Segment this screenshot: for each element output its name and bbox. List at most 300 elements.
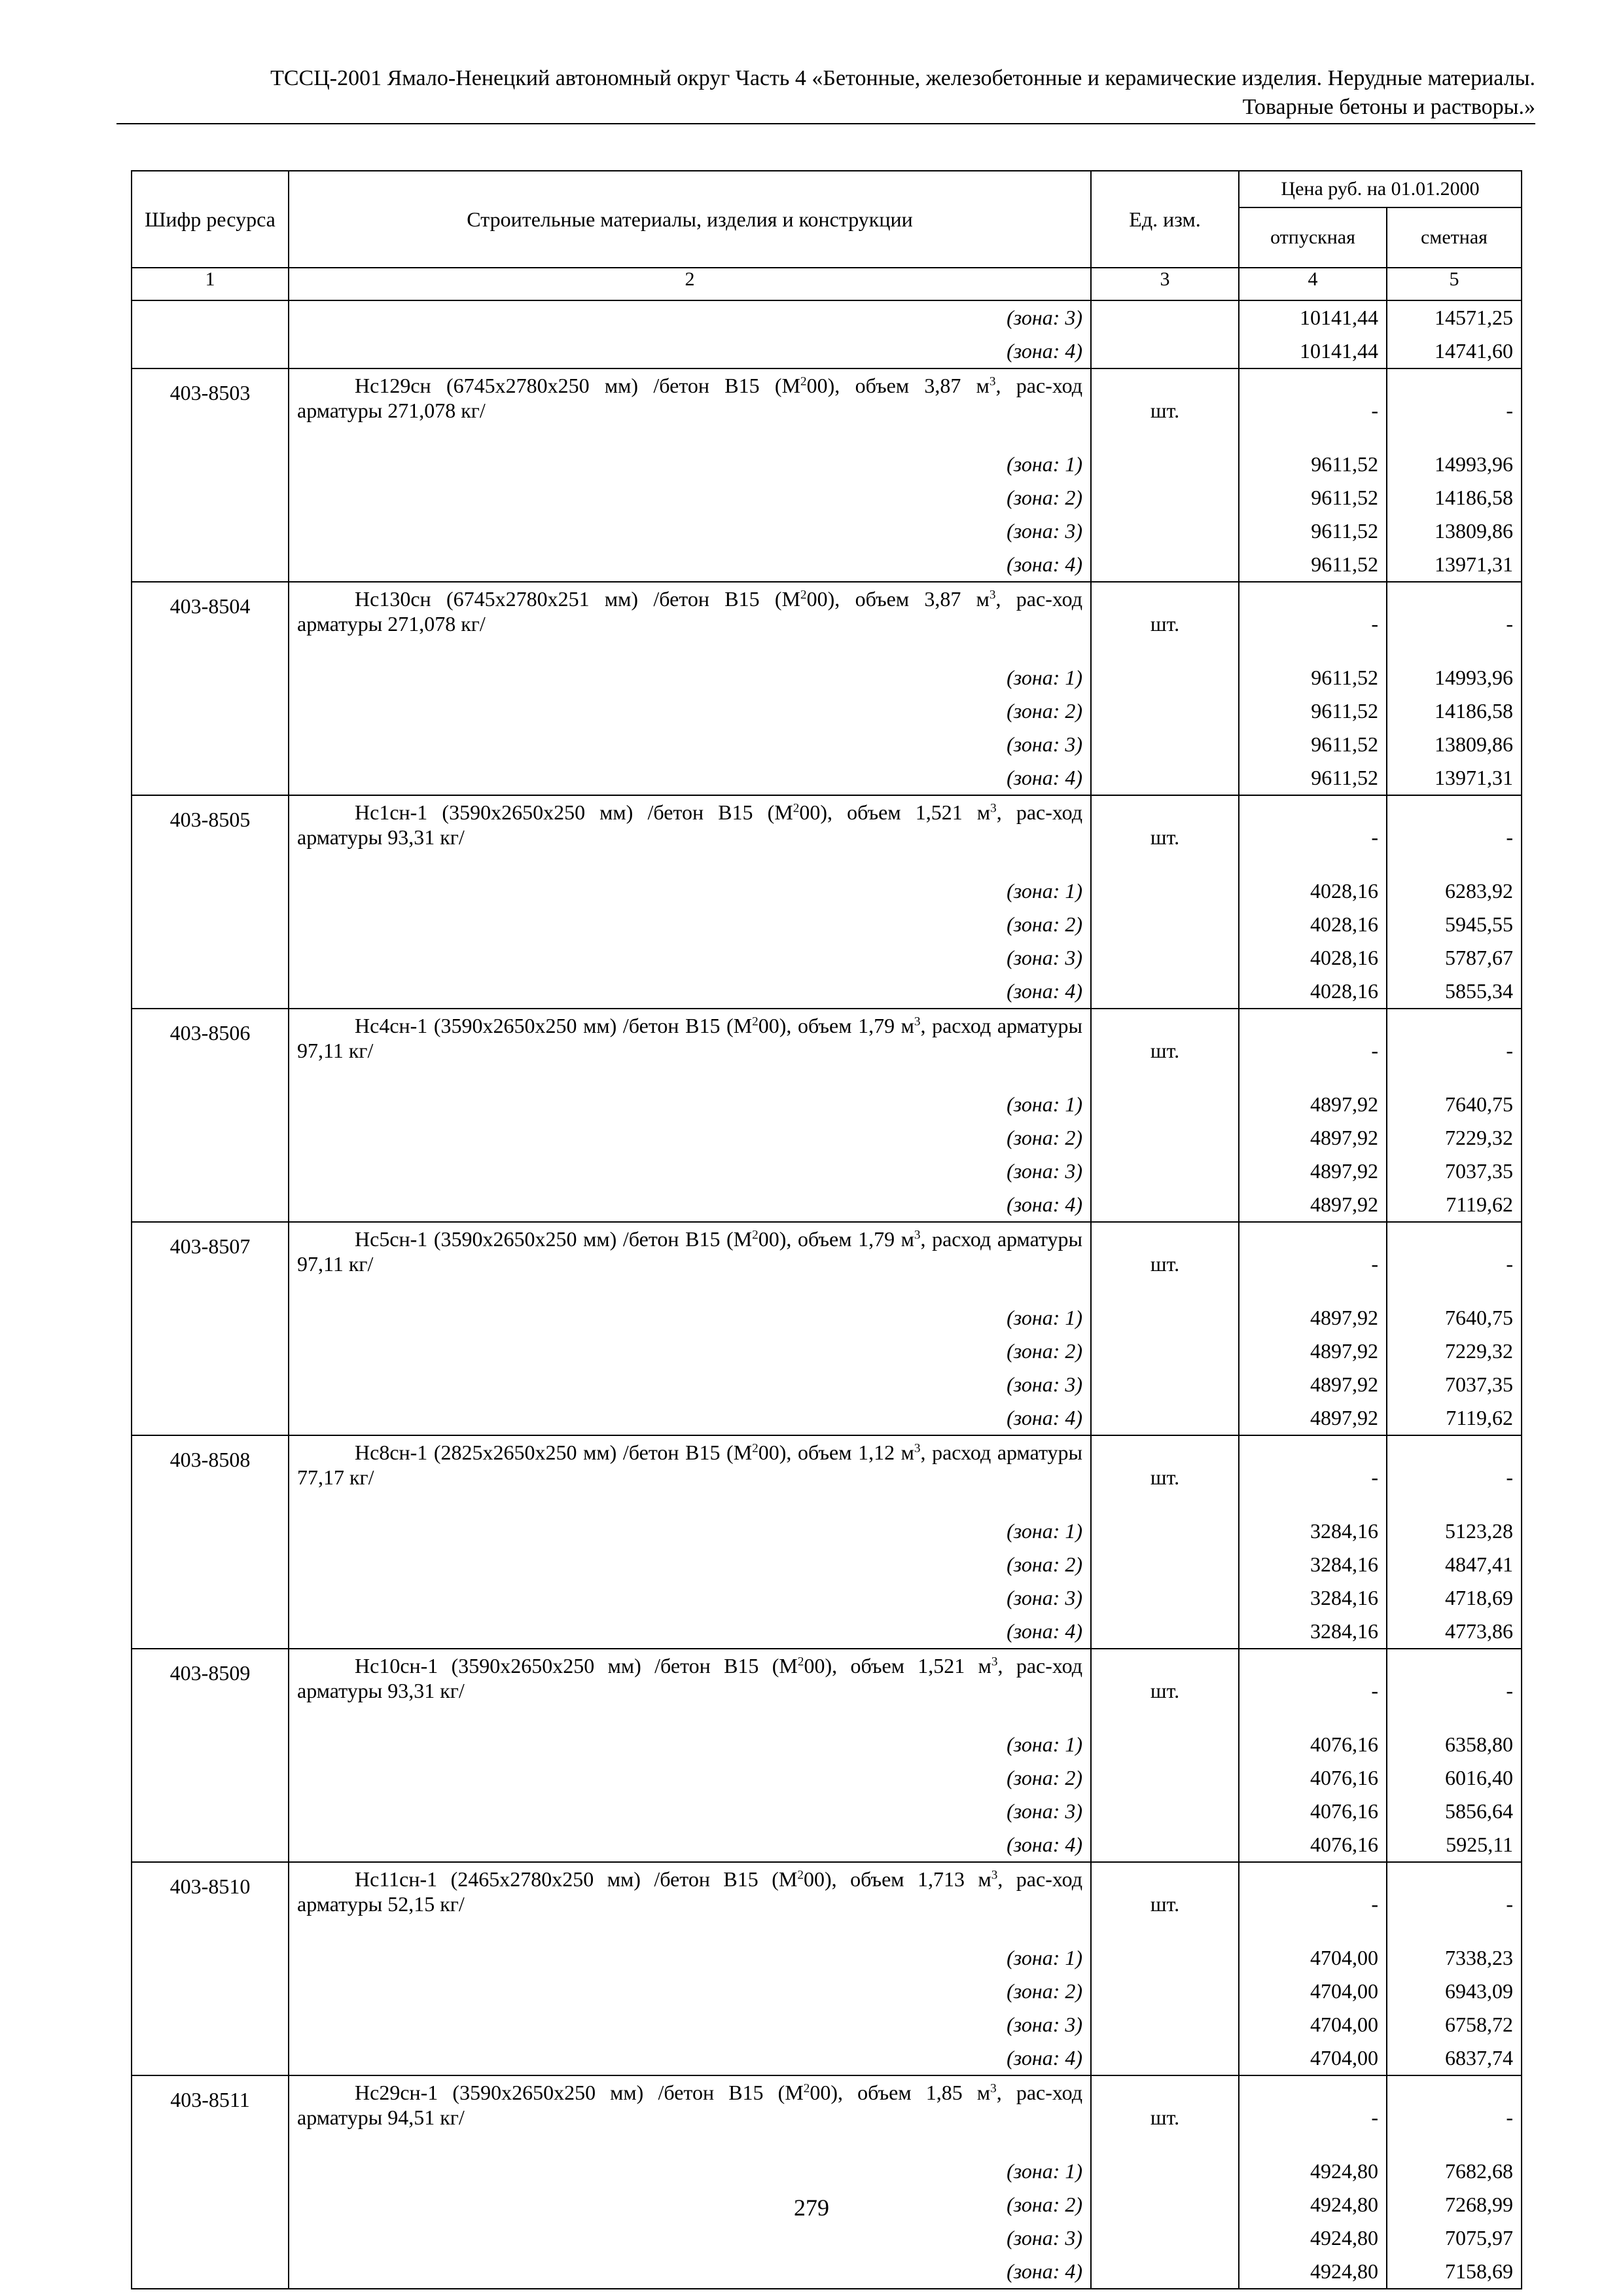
zone-row (132, 1155, 1522, 1188)
estimate-price: 5925,11 (1387, 1828, 1522, 1862)
description-text: 00), объем 1,521 м (804, 1654, 991, 1677)
zone-row (132, 1761, 1522, 1795)
zone-row (132, 548, 1522, 582)
description-text: Нс5сн-1 (3590х2650х250 мм) /бетон В15 (М (355, 1227, 753, 1251)
superscript: 2 (797, 1868, 804, 1882)
release-price: 4897,92 (1239, 1401, 1387, 1435)
estimate-price: 6758,72 (1387, 2008, 1522, 2041)
item-row (132, 582, 1522, 661)
empty-unit-cell (1091, 1401, 1239, 1435)
empty-code-cell (132, 1301, 289, 1335)
zone-label: (зона: 1) (289, 1301, 1091, 1335)
superscript: 2 (800, 374, 807, 389)
zone-label: (зона: 2) (289, 1975, 1091, 2008)
empty-unit-cell (1091, 661, 1239, 694)
description-text: 00), объем 1,85 м (810, 2081, 991, 2104)
release-price: 3284,16 (1239, 1615, 1387, 1649)
zone-row (132, 334, 1522, 368)
zone-row (132, 448, 1522, 481)
superscript: 3 (914, 1228, 921, 1242)
release-price: 4924,80 (1239, 2255, 1387, 2289)
zone-row (132, 2008, 1522, 2041)
empty-unit-cell (1091, 1581, 1239, 1615)
col-header-name: Строительные материалы, изделия и конструкции (289, 171, 1091, 268)
description-text: Нс10сн-1 (3590х2650х250 мм) /бетон В15 (М (355, 1654, 798, 1677)
description-text: Нс129сн (6745х2780х250 мм) /бетон В15 (М (355, 374, 801, 397)
zone-label: (зона: 2) (289, 1761, 1091, 1795)
release-price: 10141,44 (1239, 300, 1387, 334)
zone-row (132, 1941, 1522, 1975)
empty-code-cell (132, 2255, 289, 2289)
empty-code-cell (132, 514, 289, 548)
resource-code: 403-8506 (132, 1009, 289, 1088)
zone-row (132, 2221, 1522, 2255)
empty-unit-cell (1091, 1188, 1239, 1222)
description-text: 00), объем 1,713 м (803, 1867, 991, 1891)
zone-label: (зона: 3) (289, 1155, 1091, 1188)
empty-unit-cell (1091, 2255, 1239, 2289)
release-price: 4704,00 (1239, 1941, 1387, 1975)
zone-label: (зона: 1) (289, 1515, 1091, 1548)
zone-label: (зона: 4) (289, 975, 1091, 1009)
zone-label: (зона: 3) (289, 1368, 1091, 1401)
superscript: 2 (797, 1655, 804, 1669)
empty-code-cell (132, 1188, 289, 1222)
table-body (132, 300, 1522, 2289)
empty-code-cell (132, 1548, 289, 1581)
estimate-price: 7119,62 (1387, 1401, 1522, 1435)
estimate-price: 7268,99 (1387, 2188, 1522, 2221)
zone-row (132, 1728, 1522, 1761)
empty-unit-cell (1091, 2041, 1239, 2075)
description-text: , расход арматуры 97,11 кг/ (297, 1014, 1083, 1062)
header-rule (116, 123, 1535, 124)
release-price: 9611,52 (1239, 514, 1387, 548)
release-price: 4924,80 (1239, 2221, 1387, 2255)
zone-label: (зона: 3) (289, 941, 1091, 975)
estimate-price: 4773,86 (1387, 1615, 1522, 1649)
zone-row (132, 2255, 1522, 2289)
estimate-price: 14993,96 (1387, 448, 1522, 481)
col-header-price-group: Цена руб. на 01.01.2000 (1239, 171, 1522, 207)
empty-unit-cell (1091, 1828, 1239, 1862)
estimate-price: 5787,67 (1387, 941, 1522, 975)
empty-code-cell (132, 1088, 289, 1121)
resource-code: 403-8504 (132, 582, 289, 661)
empty-unit-cell (1091, 514, 1239, 548)
description-text: Нс4сн-1 (3590х2650х250 мм) /бетон В15 (М (355, 1014, 753, 1037)
empty-unit-cell (1091, 1795, 1239, 1828)
item-description (289, 795, 1091, 874)
item-row (132, 1435, 1522, 1515)
release-price: 4897,92 (1239, 1155, 1387, 1188)
zone-row (132, 481, 1522, 514)
description-text: 00), объем 1,79 м (758, 1014, 914, 1037)
superscript: 2 (752, 1441, 758, 1456)
estimate-price: 14993,96 (1387, 661, 1522, 694)
release-price: 4028,16 (1239, 975, 1387, 1009)
zone-row (132, 1975, 1522, 2008)
release-price: 4028,16 (1239, 874, 1387, 908)
estimate-price: 7338,23 (1387, 1941, 1522, 1975)
zone-label: (зона: 2) (289, 694, 1091, 728)
release-price: - (1239, 2075, 1387, 2155)
estimate-price: 13809,86 (1387, 728, 1522, 761)
item-description (289, 368, 1091, 448)
zone-row (132, 1188, 1522, 1222)
zone-label: (зона: 2) (289, 1548, 1091, 1581)
empty-code-cell (132, 1795, 289, 1828)
estimate-price: - (1387, 582, 1522, 661)
superscript: 3 (989, 588, 996, 602)
estimate-price: 14571,25 (1387, 300, 1522, 334)
superscript: 3 (990, 2081, 997, 2096)
empty-unit-cell (1091, 300, 1239, 334)
zone-row (132, 1795, 1522, 1828)
unit-of-measure: шт. (1091, 1435, 1239, 1515)
description-text: Нс29сн-1 (3590х2650х250 мм) /бетон В15 (М (355, 2081, 804, 2104)
col-header-code: Шифр ресурса (132, 171, 289, 268)
release-price: 4897,92 (1239, 1335, 1387, 1368)
release-price: 4704,00 (1239, 2008, 1387, 2041)
release-price: 9611,52 (1239, 761, 1387, 795)
zone-row (132, 661, 1522, 694)
empty-unit-cell (1091, 1975, 1239, 2008)
zone-label: (зона: 4) (289, 2041, 1091, 2075)
estimate-price: 6943,09 (1387, 1975, 1522, 2008)
release-price: 4897,92 (1239, 1301, 1387, 1335)
zone-row (132, 908, 1522, 941)
unit-of-measure: шт. (1091, 1649, 1239, 1728)
zone-row (132, 1581, 1522, 1615)
header-line-2: Товарные бетоны и растворы.» (1242, 95, 1535, 119)
estimate-price: 4847,41 (1387, 1548, 1522, 1581)
description-text: Нс130сн (6745х2780х251 мм) /бетон В15 (М (355, 587, 801, 611)
superscript: 3 (991, 1868, 998, 1882)
empty-code-cell (132, 941, 289, 975)
empty-unit-cell (1091, 941, 1239, 975)
column-number: 2 (289, 268, 1091, 300)
estimate-price: - (1387, 1009, 1522, 1088)
superscript: 3 (991, 1655, 998, 1669)
empty-code-cell (132, 1828, 289, 1862)
superscript: 3 (990, 801, 997, 816)
zone-label: (зона: 2) (289, 1335, 1091, 1368)
header-line-1: ТССЦ-2001 Ямало-Ненецкий автономный округ Часть 4 «Бетонные, железобетонные и керамические изделия. Нерудные материалы. (270, 66, 1535, 90)
release-price: - (1239, 368, 1387, 448)
empty-code-cell (132, 548, 289, 582)
zone-row (132, 2155, 1522, 2188)
superscript: 2 (793, 801, 800, 816)
resource-code: 403-8509 (132, 1649, 289, 1728)
empty-unit-cell (1091, 728, 1239, 761)
empty-unit-cell (1091, 908, 1239, 941)
zone-label: (зона: 4) (289, 1615, 1091, 1649)
zone-row (132, 728, 1522, 761)
release-price: - (1239, 1009, 1387, 1088)
description-text: , расход арматуры 77,17 кг/ (297, 1441, 1083, 1489)
description-text: , рас-ход арматуры 94,51 кг/ (297, 2081, 1083, 2129)
resource-code: 403-8511 (132, 2075, 289, 2155)
empty-unit-cell (1091, 1155, 1239, 1188)
item-description (289, 1649, 1091, 1728)
zone-row (132, 1615, 1522, 1649)
description-text: 00), объем 3,87 м (806, 374, 990, 397)
estimate-price: 7037,35 (1387, 1155, 1522, 1188)
item-row (132, 1222, 1522, 1301)
empty-code-cell (132, 1121, 289, 1155)
zone-label: (зона: 4) (289, 548, 1091, 582)
empty-unit-cell (1091, 1515, 1239, 1548)
estimate-price: 7229,32 (1387, 1335, 1522, 1368)
zone-row (132, 761, 1522, 795)
item-description (289, 2075, 1091, 2155)
empty-code-cell (132, 448, 289, 481)
superscript: 2 (752, 1014, 758, 1029)
column-number: 3 (1091, 268, 1239, 300)
item-row (132, 1009, 1522, 1088)
resource-code: 403-8508 (132, 1435, 289, 1515)
zone-row (132, 300, 1522, 334)
empty-code-cell (132, 1368, 289, 1401)
estimate-price: - (1387, 368, 1522, 448)
empty-unit-cell (1091, 761, 1239, 795)
resource-code: 403-8510 (132, 1862, 289, 1941)
resource-code: 403-8505 (132, 795, 289, 874)
release-price: 4704,00 (1239, 1975, 1387, 2008)
zone-row (132, 694, 1522, 728)
release-price: 9611,52 (1239, 728, 1387, 761)
column-number: 4 (1239, 268, 1387, 300)
description-text: 00), объем 1,12 м (758, 1441, 914, 1464)
zone-label: (зона: 1) (289, 1728, 1091, 1761)
description-text: 00), объем 3,87 м (806, 587, 990, 611)
zone-row (132, 1548, 1522, 1581)
release-price: 4704,00 (1239, 2041, 1387, 2075)
empty-unit-cell (1091, 548, 1239, 582)
empty-unit-cell (1091, 1728, 1239, 1761)
estimate-price: 6837,74 (1387, 2041, 1522, 2075)
release-price: 9611,52 (1239, 448, 1387, 481)
estimate-price: - (1387, 1649, 1522, 1728)
item-description (289, 1009, 1091, 1088)
empty-unit-cell (1091, 1368, 1239, 1401)
unit-of-measure: шт. (1091, 1009, 1239, 1088)
zone-row (132, 1515, 1522, 1548)
release-price: - (1239, 1649, 1387, 1728)
item-row (132, 2075, 1522, 2155)
zone-label: (зона: 1) (289, 1088, 1091, 1121)
release-price: - (1239, 582, 1387, 661)
zone-label: (зона: 4) (289, 334, 1091, 368)
estimate-price: 13971,31 (1387, 548, 1522, 582)
empty-code-cell (132, 1335, 289, 1368)
page-header (116, 64, 1535, 122)
zone-row (132, 514, 1522, 548)
zone-label: (зона: 4) (289, 1401, 1091, 1435)
estimate-price: 14186,58 (1387, 694, 1522, 728)
zone-label: (зона: 4) (289, 1188, 1091, 1222)
zone-row (132, 941, 1522, 975)
description-text: 00), объем 1,521 м (799, 800, 991, 824)
zone-label: (зона: 4) (289, 1828, 1091, 1862)
zone-label: (зона: 3) (289, 514, 1091, 548)
empty-code-cell (132, 300, 289, 334)
release-price: - (1239, 795, 1387, 874)
description-text: , расход арматуры 97,11 кг/ (297, 1227, 1083, 1276)
zone-label: (зона: 1) (289, 448, 1091, 481)
item-row (132, 368, 1522, 448)
zone-row (132, 874, 1522, 908)
column-number: 5 (1387, 268, 1522, 300)
empty-code-cell (132, 1515, 289, 1548)
empty-unit-cell (1091, 1301, 1239, 1335)
zone-label: (зона: 1) (289, 661, 1091, 694)
empty-unit-cell (1091, 2155, 1239, 2188)
estimate-price: 6283,92 (1387, 874, 1522, 908)
estimate-price: 7640,75 (1387, 1088, 1522, 1121)
release-price: 4028,16 (1239, 908, 1387, 941)
zone-row (132, 1121, 1522, 1155)
description-text: , рас-ход арматуры 271,078 кг/ (297, 587, 1082, 636)
release-price: 4076,16 (1239, 1795, 1387, 1828)
superscript: 3 (914, 1441, 921, 1456)
estimate-price: 7640,75 (1387, 1301, 1522, 1335)
estimate-price: 14186,58 (1387, 481, 1522, 514)
empty-code-cell (132, 975, 289, 1009)
empty-code-cell (132, 2155, 289, 2188)
release-price: 4924,80 (1239, 2155, 1387, 2188)
release-price: 4897,92 (1239, 1121, 1387, 1155)
release-price: 10141,44 (1239, 334, 1387, 368)
empty-code-cell (132, 874, 289, 908)
col-header-estimate: сметная (1387, 207, 1522, 268)
zone-row (132, 1828, 1522, 1862)
release-price: 9611,52 (1239, 481, 1387, 514)
zone-label: (зона: 3) (289, 2221, 1091, 2255)
column-number-row (132, 268, 1522, 300)
zone-label: (зона: 3) (289, 728, 1091, 761)
zone-label: (зона: 3) (289, 1795, 1091, 1828)
estimate-price: 14741,60 (1387, 334, 1522, 368)
page-number: 279 (794, 2195, 829, 2221)
empty-code-cell (132, 1581, 289, 1615)
item-description (289, 1862, 1091, 1941)
zone-row (132, 1335, 1522, 1368)
zone-label: (зона: 1) (289, 874, 1091, 908)
description-text: , рас-ход арматуры 271,078 кг/ (297, 374, 1082, 422)
description-text: , рас-ход арматуры 93,31 кг/ (297, 1654, 1083, 1702)
col-header-unit: Ед. изм. (1091, 171, 1239, 268)
empty-unit-cell (1091, 1615, 1239, 1649)
release-price: 4076,16 (1239, 1761, 1387, 1795)
item-row (132, 795, 1522, 874)
unit-of-measure: шт. (1091, 2075, 1239, 2155)
estimate-price: 7682,68 (1387, 2155, 1522, 2188)
unit-of-measure: шт. (1091, 795, 1239, 874)
empty-unit-cell (1091, 874, 1239, 908)
description-text: Нс8сн-1 (2825х2650х250 мм) /бетон В15 (М (355, 1441, 753, 1464)
release-price: 4897,92 (1239, 1368, 1387, 1401)
empty-code-cell (132, 908, 289, 941)
estimate-price: 5855,34 (1387, 975, 1522, 1009)
superscript: 2 (803, 2081, 810, 2096)
estimate-price: 13809,86 (1387, 514, 1522, 548)
zone-row (132, 1368, 1522, 1401)
zone-label: (зона: 2) (289, 1121, 1091, 1155)
release-price: 3284,16 (1239, 1515, 1387, 1548)
description-text: , рас-ход арматуры 52,15 кг/ (297, 1867, 1083, 1916)
release-price: 9611,52 (1239, 694, 1387, 728)
estimate-price: 6016,40 (1387, 1761, 1522, 1795)
empty-code-cell (132, 1615, 289, 1649)
estimate-price: - (1387, 795, 1522, 874)
price-table (131, 170, 1522, 2289)
zone-label: (зона: 3) (289, 2008, 1091, 2041)
empty-unit-cell (1091, 1088, 1239, 1121)
estimate-price: - (1387, 1222, 1522, 1301)
column-number: 1 (132, 268, 289, 300)
release-price: - (1239, 1435, 1387, 1515)
release-price: 3284,16 (1239, 1581, 1387, 1615)
zone-label: (зона: 2) (289, 908, 1091, 941)
empty-code-cell (132, 1728, 289, 1761)
estimate-price: 13971,31 (1387, 761, 1522, 795)
empty-unit-cell (1091, 1121, 1239, 1155)
empty-code-cell (132, 1975, 289, 2008)
description-text: , рас-ход арматуры 93,31 кг/ (297, 800, 1083, 849)
zone-row (132, 1301, 1522, 1335)
empty-unit-cell (1091, 1761, 1239, 1795)
zone-label: (зона: 2) (289, 2188, 1091, 2221)
empty-code-cell (132, 694, 289, 728)
empty-code-cell (132, 1155, 289, 1188)
empty-code-cell (132, 1941, 289, 1975)
zone-row (132, 2041, 1522, 2075)
empty-code-cell (132, 2221, 289, 2255)
zone-label: (зона: 1) (289, 1941, 1091, 1975)
estimate-price: 5856,64 (1387, 1795, 1522, 1828)
estimate-price: 7119,62 (1387, 1188, 1522, 1222)
item-description (289, 582, 1091, 661)
estimate-price: 6358,80 (1387, 1728, 1522, 1761)
unit-of-measure: шт. (1091, 582, 1239, 661)
estimate-price: - (1387, 1862, 1522, 1941)
item-description (289, 1435, 1091, 1515)
zone-label: (зона: 1) (289, 2155, 1091, 2188)
superscript: 2 (752, 1228, 758, 1242)
empty-code-cell (132, 481, 289, 514)
item-row (132, 1862, 1522, 1941)
superscript: 3 (914, 1014, 921, 1029)
release-price: 4924,80 (1239, 2188, 1387, 2221)
estimate-price: 7075,97 (1387, 2221, 1522, 2255)
empty-code-cell (132, 761, 289, 795)
estimate-price: 5945,55 (1387, 908, 1522, 941)
zone-label: (зона: 3) (289, 1581, 1091, 1615)
zone-row (132, 1088, 1522, 1121)
zone-row (132, 975, 1522, 1009)
release-price: 9611,52 (1239, 661, 1387, 694)
estimate-price: - (1387, 1435, 1522, 1515)
release-price: 4897,92 (1239, 1088, 1387, 1121)
empty-unit-cell (1091, 2221, 1239, 2255)
empty-unit-cell (1091, 1335, 1239, 1368)
unit-of-measure: шт. (1091, 1862, 1239, 1941)
zone-row (132, 1401, 1522, 1435)
unit-of-measure: шт. (1091, 1222, 1239, 1301)
zone-label: (зона: 3) (289, 300, 1091, 334)
